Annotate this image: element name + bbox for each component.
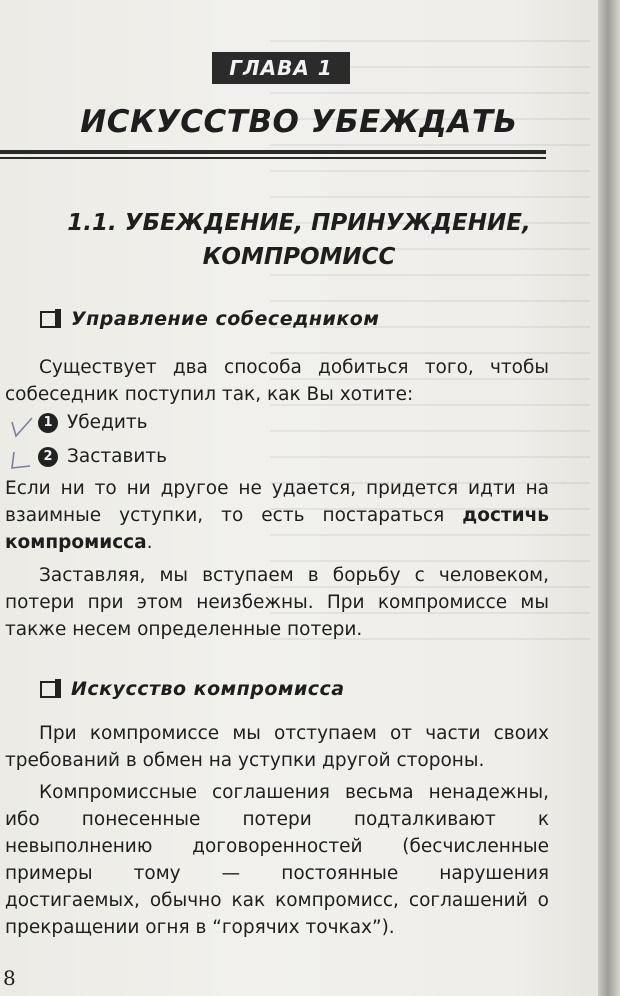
chapter-title: ИСКУССТВО УБЕЖДАТЬ	[80, 104, 518, 140]
handwritten-check-mark-icon	[8, 414, 34, 438]
number-one-icon: 1	[38, 413, 58, 433]
section-title-line2: КОМПРОМИСС	[202, 244, 396, 270]
compromise-paragraph-text: Если ни то ни другое не удается, придется идти на взаимные уступки, то есть постараться	[5, 478, 549, 526]
checkbox-icon	[40, 311, 57, 328]
page-binding-edge	[598, 0, 620, 996]
chapter-label-text: ГЛАВА 1	[229, 56, 333, 80]
handwritten-check-mark-icon	[8, 448, 34, 472]
compromise-paragraph	[5, 475, 549, 556]
compromise-paragraph-bold: достичь компромисса	[5, 505, 549, 553]
checkbox-icon	[40, 681, 57, 698]
chapter-label	[212, 52, 350, 84]
list-item-label: Убедить	[67, 412, 148, 433]
chapter-rule-thick	[0, 150, 546, 154]
subsection-heading-management	[40, 308, 379, 330]
list-item-force	[38, 446, 167, 467]
subsection-heading-text: Искусство компромисса	[71, 678, 345, 700]
retreat-paragraph: При компромиссе мы отступаем от части своих требований в обмен на уступки другой стороны.	[5, 723, 549, 771]
list-item-label: Заставить	[67, 446, 168, 467]
list-item-persuade	[38, 412, 148, 433]
unreliable-agreements-paragraph: Компромиссные соглашения весьма ненадежны, ибо понесенные потери подталкивают к невыполнению договоренностей (бесчисленные примеры тому — постоянные нарушения достигаемых, обычно как компромисс, соглашений о прекращении огня в “горячих точках”).	[5, 782, 549, 938]
section-title	[0, 206, 598, 274]
compromise-paragraph-end: .	[146, 532, 153, 553]
number-two-icon: 2	[38, 447, 58, 467]
chapter-rule-thin	[0, 157, 546, 159]
section-title-line1: 1.1. УБЕЖДЕНИЕ, ПРИНУЖДЕНИЕ,	[67, 210, 531, 236]
subsection-heading-art-of-compromise	[40, 678, 345, 700]
page-number: 8	[3, 966, 16, 990]
forcing-paragraph: Заставляя, мы вступаем в борьбу с человеком, потери при этом неизбежны. При компромиссе мы также несем определенные потери.	[5, 565, 549, 640]
subsection-heading-text: Управление собеседником	[71, 308, 380, 330]
intro-paragraph: Существует два способа добиться того, чтобы собеседник поступил так, как Вы хотите:	[5, 357, 549, 405]
